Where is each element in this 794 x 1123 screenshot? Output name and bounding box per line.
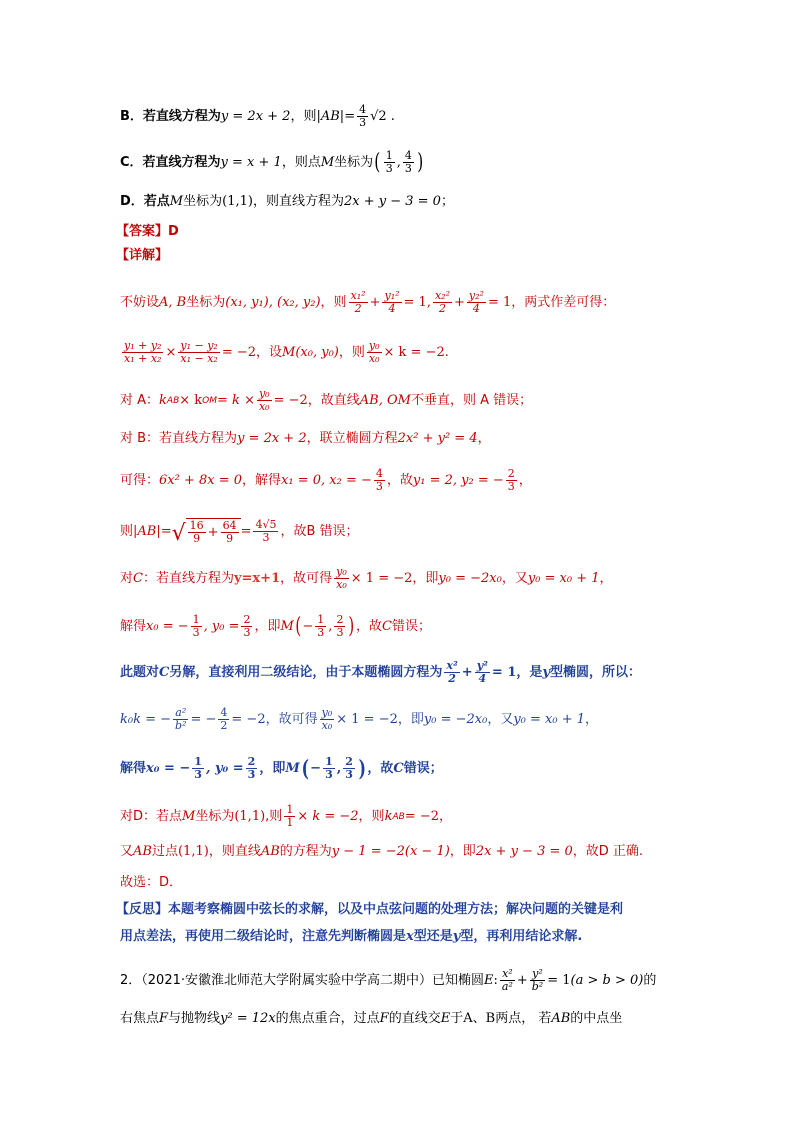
- option-d: D．若点 M 坐标为 (1,1) ，则直线方程为 2x + y − 3 = 0 ；: [120, 194, 454, 209]
- detail-label: 【详解】: [116, 248, 169, 263]
- fraction: $\frac{1}{3}$: [385, 149, 393, 175]
- solution-line-8: 解得 x₀ = − $\frac{1}{3}$ , y₀ = $\frac{2}{3}$ ，即 M ( − $\frac{1}{3}$ , $\frac{2}{3}$ ) ，故 C 错误；: [120, 613, 432, 639]
- solution-line-7: 对 C ：若直线方程为 y=x+1 ，故可得 $\frac{\text{y₀}}{\text{x₀}}$ × 1 = −2 ，即 y₀ = −2x₀ ，又 y₀ = x₀ + 1 ，: [120, 565, 613, 591]
- solution-line-3: 对 A： k AB × k OM = k × $\frac{\text{y₀}}{\text{x₀}}$ = −2，故直线 AB, OM 不垂直，则 A 错误；: [120, 387, 533, 413]
- solution-line-4: 对 B：若直线方程为 y = 2x + 2 ，联立椭圆方程 2x² + y² = 4 ，: [120, 431, 491, 446]
- solution-line-5: 可得： 6x² + 8x = 0 ，解得 x₁ = 0, x₂ = − $\frac{4}{3}$ ，故 y₁ = 2, y₂ = − $\frac{2}{3}$ ，: [120, 467, 532, 493]
- solution-line-6: 则 |AB| = √ $\frac{16}{9}$ + $\frac{64}{9}$ = $\frac{4√5}{3}$ ，故B 错误；: [120, 518, 359, 546]
- option-b: B．若直线方程为 y = 2x + 2 ，则 |AB| = $\frac{4}{3}$ √2 .: [120, 103, 395, 129]
- question-2-line-1: 2．（2021·安徽淮北师范大学附属实验中学高二期中）已知椭圆 E : $\frac{\text{x²}}{\text{a²}}$ + $\frac{\text{y²}}{\text{b²}}$ = 1 (a > b > 0) 的: [120, 967, 657, 993]
- solution-line-11: 解得 x₀ = − $\frac{1}{3}$ , y₀ = $\frac{2}{3}$ ，即 M ( − $\frac{1}{3}$ , $\frac{2}{3}$ ) ，故 C 错误；: [120, 755, 443, 782]
- fraction: $\frac{4}{3}$: [404, 149, 412, 175]
- solution-line-10: k₀k = − $\frac{\text{a²}}{\text{b²}}$ = − $\frac{4}{2}$ = −2 ，故可得 $\frac{\text{y₀}}{\text{x₀}}$ × 1 = −2 ，即 y₀ = −2x₀ ，又 y₀ = x₀ + 1 ，: [120, 706, 599, 732]
- answer-label: 【答案】D: [116, 224, 179, 239]
- solution-line-1: 不妨设 A, B 坐标为 (x₁, y₁), (x₂, y₂) ，则 $\frac{\text{x₁²}}{2}$ + $\frac{\text{y₁²}}{4}$ = 1, $\frac{\text{x₂²}}{2}$ + $\frac{\text{y₂²}}{4}$ = 1 ，两式作差可得：: [120, 289, 616, 315]
- solution-line-12: 对D：若点 M 坐标为 (1,1) ,则 $\frac{1}{1}$ × k = −2 ，则 k AB = −2 ，: [120, 803, 453, 829]
- solution-line-14: 故选：D．: [120, 875, 183, 890]
- reflection-line-2: 用点差法，再使用二级结论时，注意先判断椭圆是 x 型还是 y 型，再利用结论求解.: [120, 929, 583, 944]
- solution-line-9: 此题对 C 另解，直接利用二级结论，由于本题椭圆方程为 $\frac{\text{x²}}{2}$ + $\frac{\text{y²}}{4}$ = 1 ，是 y 型椭圆，所以：: [120, 659, 641, 685]
- reflection-line-1: 【反思】本题考察椭圆中弦长的求解，以及中点弦问题的处理方法；解决问题的关键是利: [116, 902, 624, 917]
- option-c: C．若直线方程为 y = x + 1 ，则点 M 坐标为 ( $\frac{1}{3}$ , $\frac{4}{3}$ ): [120, 149, 424, 175]
- solution-line-2: $\frac{\text{y₁ + y₂}}{\text{x₁ + x₂}}$ × $\frac{\text{y₁ − y₂}}{\text{x₁ − x₂}}$ = −2，设 M(x₀, y₀) ，则 $\frac{\text{y₀}}{\text{x₀}}$ × k = −2.: [124, 339, 449, 365]
- fraction: $\frac{4}{3}$: [359, 103, 367, 129]
- solution-line-13: 又 AB 过点 (1,1) ，则直线 AB 的方程为 y − 1 = −2(x − 1) ，即 2x + y − 3 = 0 ，故D 正确.: [120, 844, 644, 859]
- question-2-line-2: 右焦点 F 与抛物线 y² = 12x 的焦点重合，过点 F 的直线交 E 于 A 、 B 两点， 若 AB 的中点坐: [120, 1011, 623, 1026]
